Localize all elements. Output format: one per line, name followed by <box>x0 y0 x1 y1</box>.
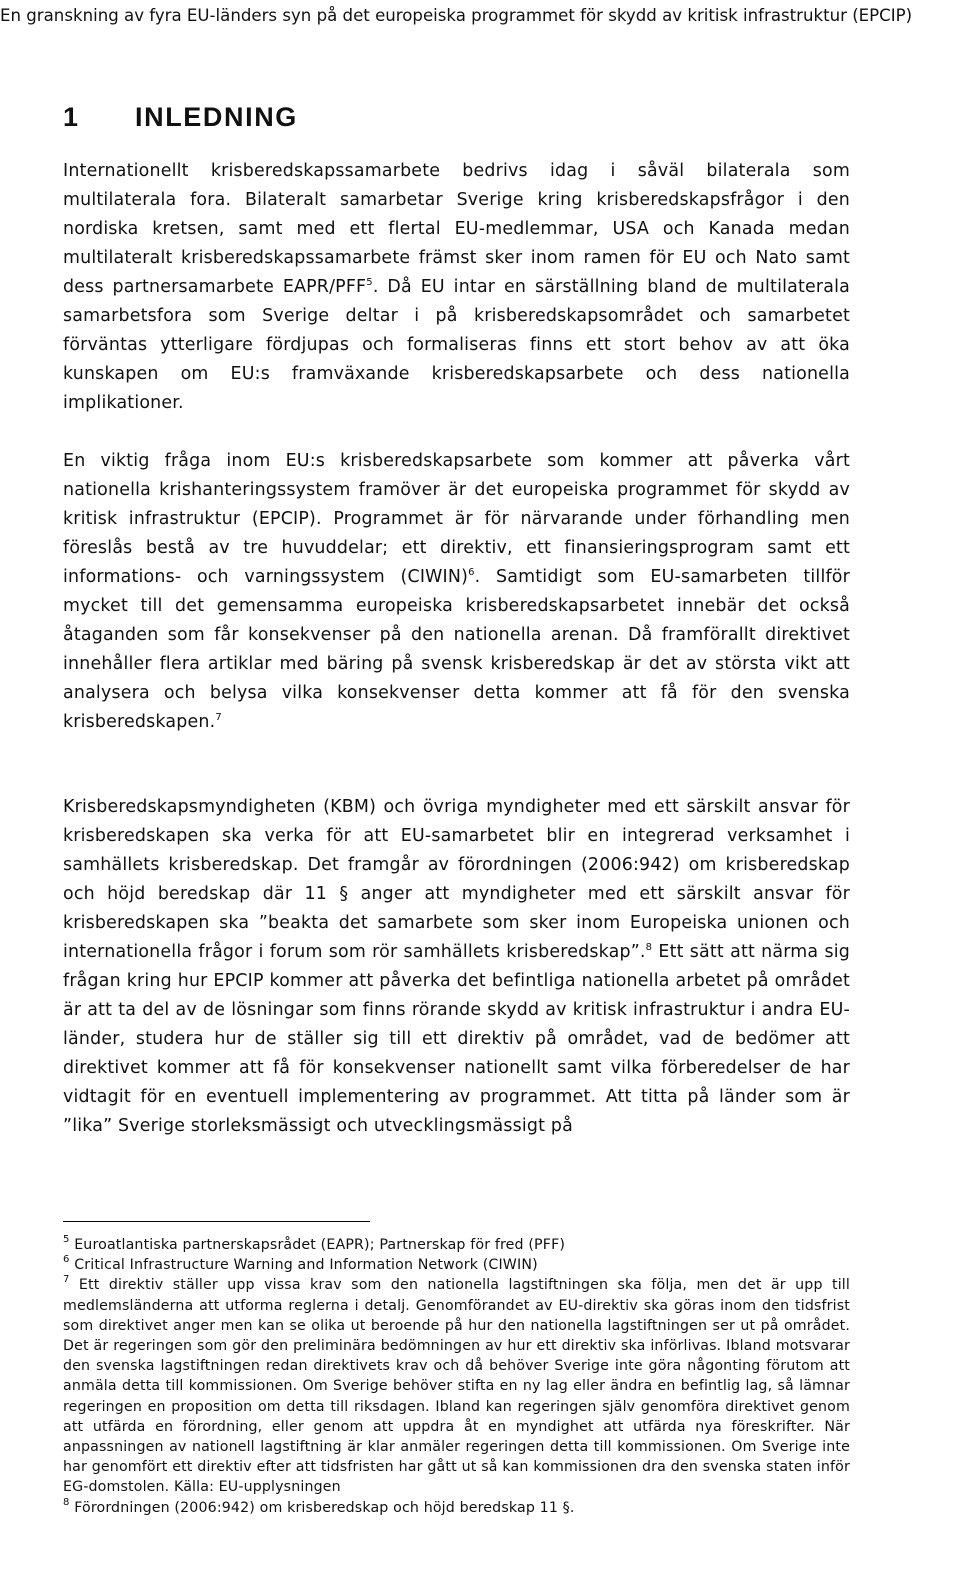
paragraph-1 <box>63 157 850 418</box>
paragraph-text: . Då EU intar en särställning bland de multilaterala samarbetsfora som Sverige deltar i på krisberedskapsområdet och samarbetet förväntas ytterligare fördjupas och formaliseras finns ett stort behov av att öka kunskapen om EU:s framväxande krisberedskapsarbete och dess nationella implikationer. <box>63 277 851 413</box>
paragraph-text: Ett sätt att närma sig frågan kring hur EPCIP kommer att påverka det befintliga nationella arbetet på området är att ta del av de lösningar som finns rörande skydd av kritisk infrastruktur i andra EU-länder, studera hur de ställer sig till ett direktiv på området, vad de bedömer att direktivet kommer att få för konsekvenser nationellt samt vilka förberedelser de har vidtagit för en eventuell implementering av programmet. Att titta på länder som är ”lika” Sverige storleksmässigt och utvecklingsmässigt på <box>63 942 850 1136</box>
footnote-ref-7[interactable]: 7 <box>215 712 222 723</box>
footnote-number: 7 <box>63 1274 70 1286</box>
footnote-ref-8[interactable]: 8 <box>645 942 653 953</box>
paragraph-text: Internationellt krisberedskapssamarbete bedrivs idag i såväl bilaterala som multilaterala fora. Bilateralt samarbetar Sverige kring krisberedskapsfrågor i den nordiska kretsen, samt med ett flertal EU-medlemmar, USA och Kanada medan multilateralt krisberedskapssamarbete främst sker inom ramen för EU och Nato samt dess partnersamarbete EAPR/PFF <box>63 161 850 297</box>
footnote-text: Förordningen (2006:942) om krisberedskap och höjd beredskap 11 §. <box>74 1499 575 1516</box>
paragraph-3 <box>63 793 850 1141</box>
footnote-number: 8 <box>63 1496 70 1508</box>
footnote-5 <box>63 1235 850 1255</box>
footnote-separator <box>63 1221 370 1222</box>
paragraph-text: En viktig fråga inom EU:s krisberedskapsarbete som kommer att påverka vårt nationella krishanteringssystem framöver är det europeiska programmet för skydd av kritisk infrastruktur (EPCIP). Programmet är för närvarande under förhandling men föreslås bestå av tre huvuddelar; ett direktiv, ett finansieringsprogram samt ett informations- och varningssystem (CIWIN) <box>63 451 850 587</box>
paragraph-text: Krisberedskapsmyndigheten (KBM) och övriga myndigheter med ett särskilt ansvar för krisberedskapen ska verka för att EU-samarbetet blir en integrerad verksamhet i samhällets krisberedskap. Det framgår av förordningen (2006:942) om krisberedskap och höjd beredskap där 11 § anger att myndigheter med ett särskilt ansvar för krisberedskapen ska ”beakta det samarbete som sker inom Europeiska unionen och internationella frågor i forum som rör samhällets krisberedskap”. <box>63 797 850 962</box>
paragraph-2 <box>63 447 850 737</box>
paragraph-text: . Samtidigt som EU-samarbeten tillför mycket till det gemensamma europeiska krisberedskapsarbetet innebär det också åtaganden som får konsekvenser på den nationella arenan. Då framförallt direktivet innehåller flera artiklar med bäring på svensk krisberedskap är det av största vikt att analysera och belysa vilka konsekvenser detta kommer att få för den svenska krisberedskapen. <box>63 567 850 732</box>
footnote-number: 6 <box>63 1254 70 1266</box>
footnote-text: Euroatlantiska partnerskapsrådet (EAPR); Partnerskap för fred (PFF) <box>74 1237 566 1253</box>
section-number: 1 <box>63 102 80 132</box>
footnote-text: Critical Infrastructure Warning and Information Network (CIWIN) <box>74 1257 538 1274</box>
footnote-8 <box>63 1498 850 1518</box>
footnote-6 <box>63 1255 850 1275</box>
footnote-ref-6[interactable]: 6 <box>468 567 475 578</box>
footnote-7 <box>63 1275 850 1497</box>
footnote-text: Ett direktiv ställer upp vissa krav som den nationella lagstiftningen ska följa, men det är upp till medlemsländerna att utforma reglerna i detalj. Genomförandet av EU-direktiv ska göras inom den tidsfrist som direktivet anger men kan se olika ut beroende på hur den nationella lagstiftningen ser ut på området. Det är regeringen som gör den preliminära bedömningen av hur ett direktiv ska införlivas. Ibland motsvarar den svenska lagstiftningen redan direktivets krav och då behöver Sverige inte göra någonting förutom att anmäla detta till kommissionen. Om Sverige behöver stifta en ny lag eller ändra en befintlig lag, så lämnar regeringen en proposition om detta till riksdagen. Ibland kan regeringen själv genomföra direktivet genom att utfärda en förordning, eller genom att uppdra åt en myndighet att utfärda nya föreskrifter. När anpassningen av nationell lagstiftning är klar anmäler regeringen detta till kommissionen. Om Sverige inte har genomfört ett direktiv efter att tidsfristen har gått ut så kan kommissionen dra den svenska staten inför EG-domstolen. Källa: EU-upplysningen <box>63 1277 850 1496</box>
footnote-number: 5 <box>63 1234 70 1245</box>
footnote-ref-5[interactable]: 5 <box>366 277 373 288</box>
section-heading <box>63 100 298 134</box>
running-header: En granskning av fyra EU-länders syn på det europeiska programmet för skydd av kritisk infrastruktur (EPCIP) <box>0 6 913 25</box>
footnotes <box>63 1235 850 1518</box>
section-title: INLEDNING <box>135 102 298 132</box>
